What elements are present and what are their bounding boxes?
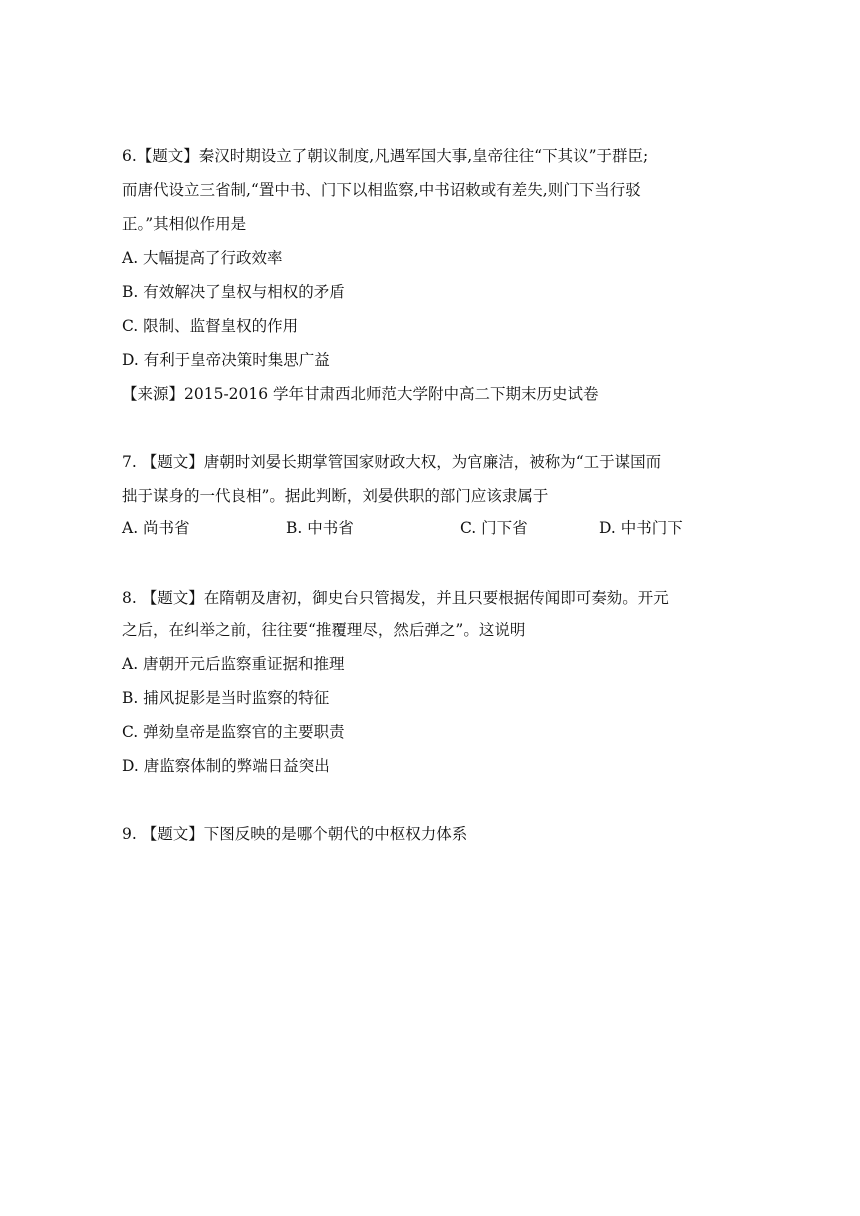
question-9-text-line-1: 9. 【题文】下图反映的是哪个朝代的中枢权力体系 — [122, 825, 468, 843]
question-6-source: 【来源】2015-2016 学年甘肃西北师范大学附中高二下期末历史试卷 — [122, 385, 599, 403]
question-8-option-c: C. 弹劾皇帝是监察官的主要职责 — [122, 723, 345, 741]
question-8-text-line-1: 8. 【题文】在隋朝及唐初，御史台只管揭发，并且只要根据传闻即可奏劾。开元 — [122, 589, 669, 607]
question-7-text-line-2: 拙于谋身的一代良相”。据此判断，刘晏供职的部门应该隶属于 — [122, 487, 549, 505]
question-7-option-b: B. 中书省 — [286, 519, 354, 537]
question-7-option-d: D. 中书门下 — [599, 519, 683, 537]
question-6-text-line-2: 而唐代设立三省制,“置中书、门下以相监察,中书诏敕或有差失,则门下当行驳 — [122, 181, 641, 199]
question-7-text-line-1: 7. 【题文】唐朝时刘晏长期掌管国家财政大权，为官廉洁，被称为“工于谋国而 — [122, 453, 662, 471]
question-7-option-c: C. 门下省 — [460, 519, 528, 537]
question-7-option-a: A. 尚书省 — [122, 519, 190, 537]
question-6-option-d: D. 有利于皇帝决策时集思广益 — [122, 351, 330, 369]
question-8-text-line-2: 之后，在纠举之前，往往要“推覆理尽，然后弹之”。这说明 — [122, 621, 526, 639]
question-6-text-line-3: 正。”其相似作用是 — [122, 215, 247, 233]
question-6-option-b: B. 有效解决了皇权与相权的矛盾 — [122, 283, 345, 301]
question-7-options-row — [122, 518, 742, 538]
question-6-option-a: A. 大幅提高了行政效率 — [122, 249, 283, 267]
question-8-option-a: A. 唐朝开元后监察重证据和推理 — [122, 655, 345, 673]
question-6-text-line-1: 6.【题文】秦汉时期设立了朝议制度,凡遇军国大事,皇帝往往“下其议”于群臣; — [122, 147, 649, 165]
question-8-option-b: B. 捕风捉影是当时监察的特征 — [122, 689, 330, 707]
question-8-option-d: D. 唐监察体制的弊端日益突出 — [122, 757, 330, 775]
question-6-option-c: C. 限制、监督皇权的作用 — [122, 317, 299, 335]
